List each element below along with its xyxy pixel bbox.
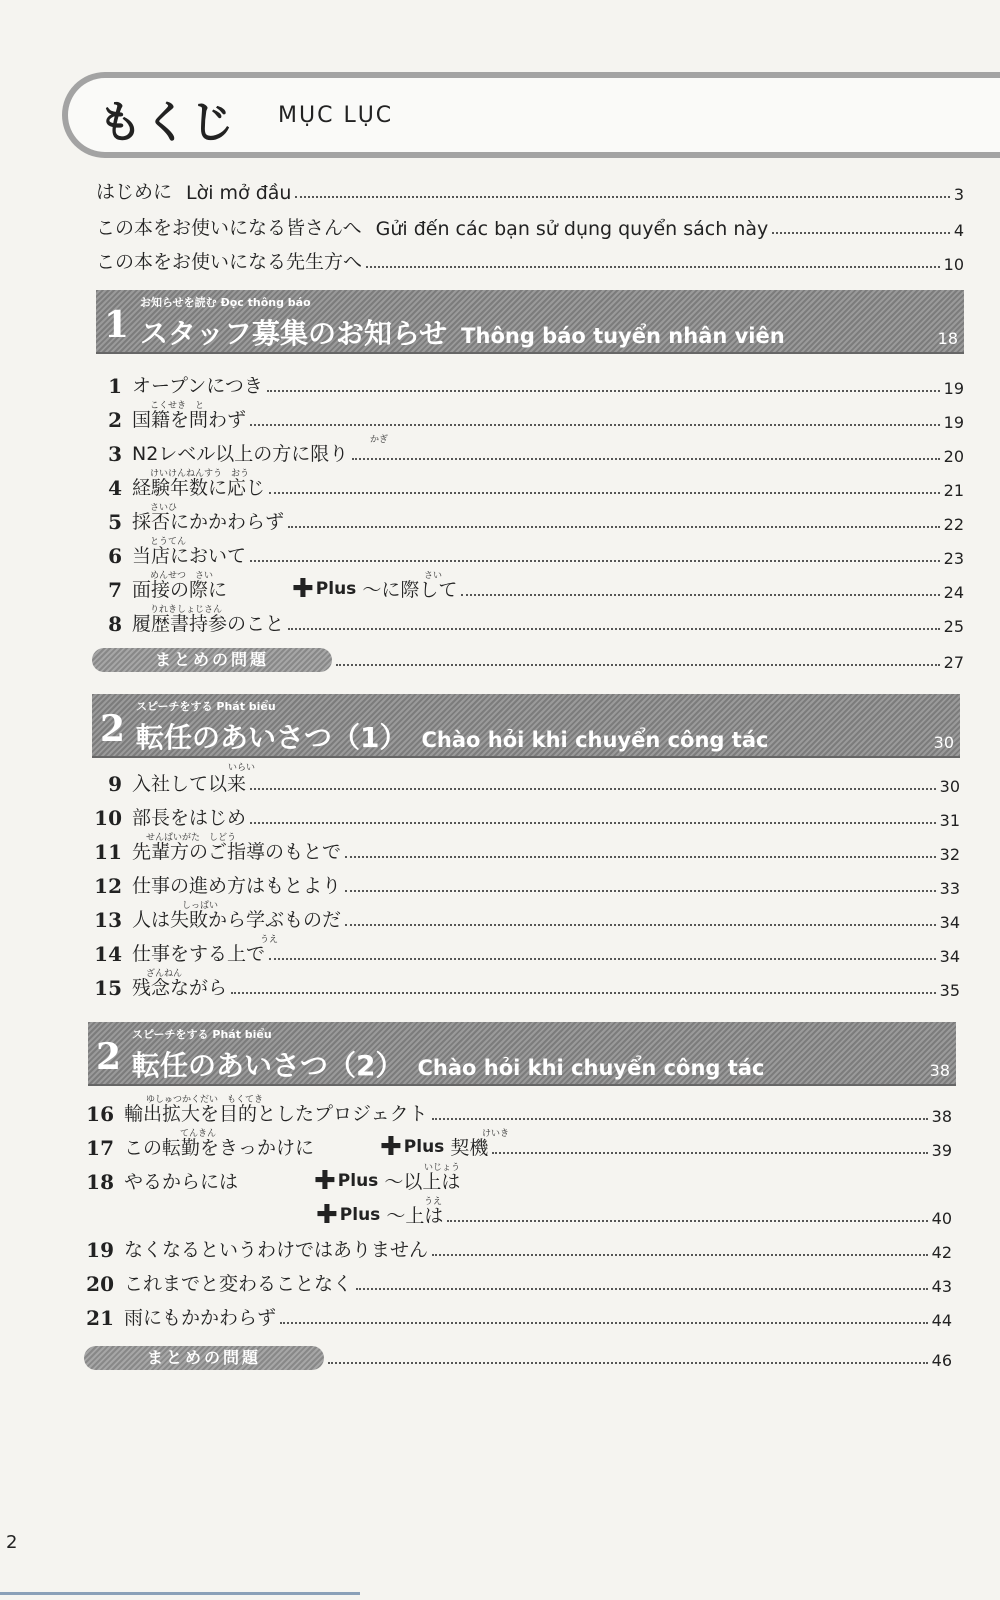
toc-item-16[interactable]: 16 輸出拡大を目的としたプロジェクト 38 — [86, 1102, 952, 1126]
toc-item-1[interactable]: 1 オープンにつき 19 — [108, 374, 964, 398]
toc-item-6[interactable]: 6 当店において 23 — [108, 544, 964, 568]
page-number: 18 — [937, 329, 958, 348]
toc-item-13[interactable]: 13 人は失敗から学ぶものだ 34 — [94, 908, 960, 932]
page-number: 30 — [933, 733, 954, 752]
chapter-title-vn: Chào hỏi khi chuyển công tác — [421, 728, 769, 752]
page-number: 3 — [953, 185, 964, 204]
toc-item-11[interactable]: 11 先輩方のご指導のもとで 32 — [94, 840, 960, 864]
toc-item-17[interactable]: 17 この転勤をきっかけに ✚ Plus 契機 39 — [86, 1132, 952, 1162]
toc-front-1[interactable]: はじめに Lời mở đầu 3 — [96, 181, 964, 204]
page-folio: 2 — [6, 1532, 18, 1553]
page-header — [62, 72, 1000, 158]
chapter-banner-2a[interactable]: スピーチをする Phát biểu 2 転任のあいさつ（1） Chào hỏi khi chuyển công tác 30 — [92, 694, 960, 758]
summary-label: まとめの問題 — [92, 648, 332, 672]
toc-item-18-plus2[interactable]: ✚ Plus ～上は 40 — [316, 1200, 952, 1230]
toc-item-10[interactable]: 10 部長をはじめ 31 — [94, 806, 960, 830]
chapter-number: 2 — [100, 708, 126, 750]
page-title-vn: MỤC LỤC — [278, 103, 394, 128]
chapter-number: 1 — [104, 304, 130, 346]
toc-item-19[interactable]: 19 なくなるというわけではありません 42 — [86, 1238, 952, 1262]
plus-icon: ✚ — [380, 1132, 402, 1162]
chapter-title-vn: Chào hỏi khi chuyển công tác — [417, 1056, 765, 1080]
leader-dots — [295, 196, 949, 198]
toc-item-5[interactable]: 5 採否にかかわらず 22 — [108, 510, 964, 534]
plus-badge: ✚ Plus — [380, 1132, 445, 1162]
toc-item-7[interactable]: 7 面接の際に ✚ Plus ～に際して 24 — [108, 574, 964, 604]
toc-item-14[interactable]: 14 仕事をする上で 34 — [94, 942, 960, 966]
toc-item-2[interactable]: 2 国籍を問わず 19 — [108, 408, 964, 432]
chapter-banner-1[interactable]: お知らせを読む Đọc thông báo 1 スタッフ募集のお知らせ Thông báo tuyển nhân viên 18 — [96, 290, 964, 354]
page-number: 10 — [943, 255, 964, 274]
leader-dots — [772, 232, 950, 234]
toc-item-15[interactable]: 15 残念ながら 35 — [94, 976, 960, 1000]
toc-summary-1[interactable]: まとめの問題 27 — [92, 646, 964, 672]
toc-item-21[interactable]: 21 雨にもかかわらず 44 — [86, 1306, 952, 1330]
chapter-title: 転任のあいさつ（2） — [132, 1049, 404, 1082]
toc-item-18[interactable]: 18 やるからには ✚ Plus ～以上は — [86, 1166, 461, 1196]
toc-front-3[interactable]: この本をお使いになる先生方へ 10 — [96, 251, 964, 274]
toc-summary-2[interactable]: まとめの問題 46 — [84, 1344, 952, 1370]
plus-badge: ✚ Plus — [314, 1166, 379, 1196]
plus-icon: ✚ — [314, 1166, 336, 1196]
toc-item-4[interactable]: 4 経験年数に応じ 21 — [108, 476, 964, 500]
page-edge-line — [0, 1592, 360, 1595]
page-number: 4 — [953, 221, 964, 240]
page-number: 38 — [929, 1061, 950, 1080]
chapter-title: 転任のあいさつ（1） — [136, 721, 408, 754]
toc-item-8[interactable]: 8 履歴書持参のこと 25 — [108, 612, 964, 636]
toc-item-3[interactable]: 3 N2レベル以上の方に限り 20 — [108, 442, 964, 466]
toc-item-20[interactable]: 20 これまでと変わることなく 43 — [86, 1272, 952, 1296]
plus-badge: ✚ Plus — [316, 1200, 381, 1230]
chapter-number: 2 — [96, 1036, 122, 1078]
page-title: もくじ — [98, 97, 236, 148]
summary-label: まとめの問題 — [84, 1346, 324, 1370]
plus-badge: ✚ Plus — [292, 574, 357, 604]
plus-icon: ✚ — [292, 574, 314, 604]
toc-front-2[interactable]: この本をお使いになる皆さんへ Gửi đến các bạn sử dụng quyển sách này 4 — [96, 217, 964, 240]
plus-icon: ✚ — [316, 1200, 338, 1230]
chapter-title-vn: Thông báo tuyển nhân viên — [461, 324, 785, 348]
leader-dots — [366, 266, 940, 268]
chapter-banner-2b[interactable]: スピーチをする Phát biểu 2 転任のあいさつ（2） Chào hỏi khi chuyển công tác 38 — [88, 1022, 956, 1086]
toc-item-9[interactable]: 9 入社して以来 30 — [108, 772, 960, 796]
chapter-title: スタッフ募集のお知らせ — [140, 317, 448, 350]
toc-item-12[interactable]: 12 仕事の進め方はもとより 33 — [94, 874, 960, 898]
